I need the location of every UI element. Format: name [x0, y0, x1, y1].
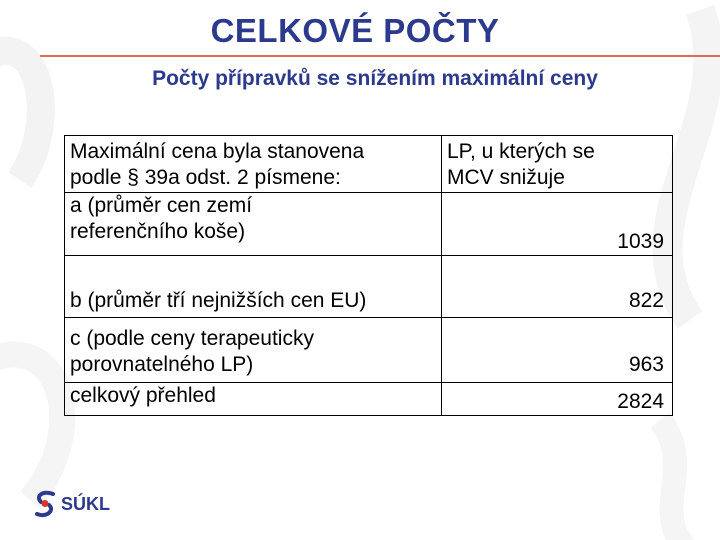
row-label-cell — [65, 383, 442, 416]
header-right-cell — [442, 136, 673, 193]
header-left-line: podle § 39a odst. 2 písmene: — [70, 166, 341, 189]
row-value-cell: 1039 — [442, 193, 673, 256]
sukl-logo — [33, 490, 110, 518]
header-right-line: LP, u kterých se — [447, 140, 595, 163]
header-right-line: MCV snižuje — [447, 166, 565, 189]
row-label-line: b (průměr tří nejnižších cen EU) — [70, 289, 367, 312]
page-subtitle: Počty přípravků se snížením maximální ceny — [152, 67, 598, 90]
row-label-line: porovnatelného LP) — [70, 353, 254, 376]
table-header-row — [65, 136, 673, 193]
sukl-logo-text: SÚKL — [61, 493, 110, 514]
row-label-line: a (průměr cen zemí — [70, 194, 253, 217]
row-value-cell: 963 — [442, 318, 673, 383]
row-label-cell — [65, 256, 442, 318]
title-divider — [40, 55, 720, 57]
header-left-cell — [65, 136, 442, 193]
table-row — [65, 318, 673, 383]
header-left-line: Maximální cena byla stanovena — [70, 140, 365, 163]
table-row-total — [65, 383, 673, 416]
table-row — [65, 256, 673, 318]
row-label-cell — [65, 318, 442, 383]
table-row — [65, 193, 673, 256]
row-label-line: referenčního koše) — [70, 220, 246, 243]
sukl-logo-icon — [33, 490, 57, 518]
row-value-cell: 2824 — [442, 383, 673, 416]
counts-table — [64, 135, 673, 416]
row-label-line: celkový přehled — [70, 384, 216, 407]
row-label-line: c (podle ceny terapeuticky — [70, 327, 314, 350]
row-value-cell: 822 — [442, 256, 673, 318]
page-title: CELKOVÉ POČTY — [210, 12, 500, 49]
row-label-cell — [65, 193, 442, 256]
